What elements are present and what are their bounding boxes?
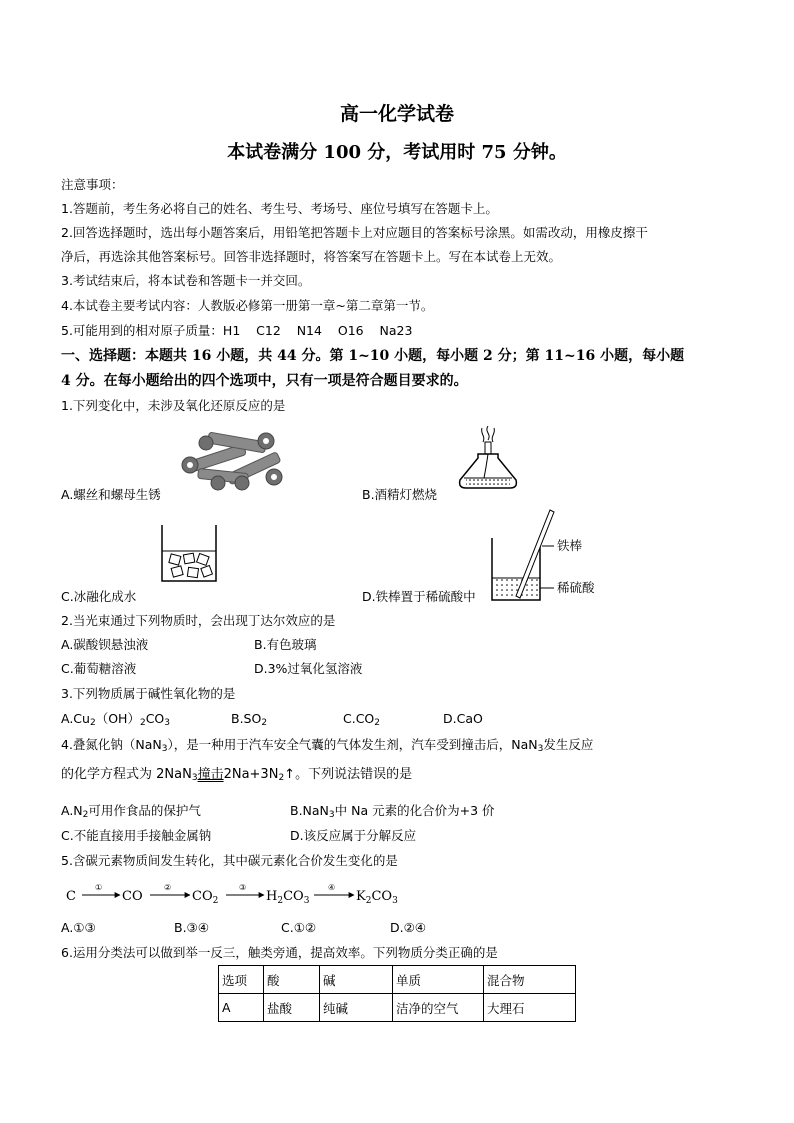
section-heading-line2: 4 分。在每小题给出的四个选项中，只有一项是符合题目要求的。 — [61, 373, 468, 389]
q4-option-b: B.NaN$_3$中 Na 元素的化合价为+3 价 — [290, 803, 495, 820]
q5-chain-formula: $H_2CO_3$ — [266, 889, 310, 906]
table-row — [219, 994, 576, 1022]
page-title: 高一化学试卷 — [339, 103, 454, 125]
q1-option-c: C.冰融化成水 — [61, 589, 137, 604]
table-cell: A — [219, 994, 264, 1022]
table-header-cell: 单质 — [393, 966, 484, 994]
note-item-2: 2.回答选择题时，选出每小题答案后，用铅笔把答题卡上对应题目的答案标号涂黑。如需改动，用橡皮擦干 — [61, 225, 648, 240]
q2-option-d: D.3%过氧化氢溶液 — [254, 661, 363, 676]
q5-chain-formula: $K_2CO_3$ — [356, 889, 398, 906]
q1-option-b: B.酒精灯燃烧 — [362, 487, 438, 502]
table-cell: 纯碱 — [320, 994, 393, 1022]
q5-step-marker: ③ — [239, 883, 247, 892]
q5-option-a: A.①③ — [61, 920, 96, 935]
q4-stem-line2: 的化学方程式为 2NaN$_3$撞击$2Na+3N_2↑$。下列说法错误的是 — [61, 767, 413, 783]
q5-option-c: C.①② — [281, 920, 317, 935]
table-header-row — [219, 966, 576, 994]
table-cell: 盐酸 — [264, 994, 320, 1022]
q5-chain-formula: C — [66, 889, 76, 904]
q5-chain-formula: CO — [122, 889, 143, 904]
q3-option-c: $C.CO_2$ — [343, 711, 381, 728]
q2-option-c: C.葡萄糖溶液 — [61, 661, 137, 676]
q5-option-b: B.③④ — [174, 920, 209, 935]
q4-reaction-condition: 撞击 — [197, 767, 224, 782]
note-item-1: 1.答题前，考生务必将自己的姓名、考生号、考场号、座位号填写在答题卡上。 — [61, 201, 498, 216]
q2-stem: 2.当光束通过下列物质时，会出现丁达尔效应的是 — [61, 613, 336, 628]
q3-option-b: $B.SO_2$ — [231, 711, 268, 728]
q2-option-b: B.有色玻璃 — [254, 637, 317, 652]
table-cell: 大理石 — [484, 994, 576, 1022]
notes-heading: 注意事项： — [61, 177, 124, 192]
note-item-3: 3.考试结束后，将本试卷和答题卡一并交回。 — [61, 273, 311, 288]
table-header-cell: 选项 — [219, 966, 264, 994]
q4-stem-line1: 4.叠氮化钠（NaN$_3$），是一种用于汽车安全气囊的气体发生剂，汽车受到撞击后，NaN$_3$发生反应 — [61, 737, 594, 754]
q3-stem: 3.下列物质属于碱性氧化物的是 — [61, 686, 236, 701]
q1-stem: 1.下列变化中，未涉及氧化还原反应的是 — [61, 398, 286, 413]
q1-label-iron-rod: 铁棒 — [557, 538, 583, 553]
q6-stem: 6.运用分类法可以做到举一反三，触类旁通，提高效率。下列物质分类正确的是 — [61, 945, 498, 960]
screws-rust-image — [178, 425, 290, 497]
table-header-cell: 混合物 — [484, 966, 576, 994]
table-header-cell: 酸 — [264, 966, 320, 994]
section-heading-line1: 一、选择题：本题共 16 小题，共 44 分。第 1~10 小题，每小题 2 分；第 11~16 小题，每小题 — [61, 348, 685, 364]
q5-option-d: D.②④ — [390, 920, 427, 935]
q1-option-d: D.铁棒置于稀硫酸中 — [362, 589, 476, 604]
q4-option-c: C.不能直接用手接触金属钠 — [61, 828, 212, 843]
note-item-5: 5.可能用到的相对原子质量：H1 C12 N14 O16 Na23 — [61, 323, 413, 338]
q4-option-d: D.该反应属于分解反应 — [290, 828, 417, 843]
q2-option-a: A.碳酸钡悬浊液 — [61, 637, 149, 652]
q5-chain-formula: $CO_2$ — [192, 889, 219, 906]
q5-step-marker: ④ — [328, 883, 336, 892]
q1-option-a: A.螺丝和螺母生锈 — [61, 487, 161, 502]
q3-option-a: $A.Cu_2(OH)_2CO_3$ — [61, 711, 170, 728]
alcohol-lamp-image — [448, 422, 528, 492]
page-subtitle: 本试卷满分 100 分，考试用时 75 分钟。 — [227, 142, 567, 163]
q3-option-d: D.CaO — [443, 711, 483, 726]
note-item-4: 4.本试卷主要考试内容：人教版必修第一册第一章~第二章第一节。 — [61, 298, 434, 313]
q5-step-marker: ② — [164, 883, 172, 892]
note-item-2-cont: 净后，再选涂其他答案标号。回答非选择题时，将答案写在答题卡上。写在本试卷上无效。 — [61, 249, 562, 264]
table-cell: 洁净的空气 — [393, 994, 484, 1022]
q4-option-a: $A.N_2$可用作食品的保护气 — [61, 803, 201, 820]
q5-stem: 5.含碳元素物质间发生转化，其中碳元素化合价发生变化的是 — [61, 853, 398, 868]
q5-conversion-chain — [64, 880, 424, 908]
q5-step-marker: ① — [95, 883, 103, 892]
ice-beaker-image — [158, 521, 220, 585]
q1-label-dilute-acid: 稀硫酸 — [557, 580, 595, 595]
q6-classification-table — [218, 965, 576, 1022]
table-header-cell: 碱 — [320, 966, 393, 994]
